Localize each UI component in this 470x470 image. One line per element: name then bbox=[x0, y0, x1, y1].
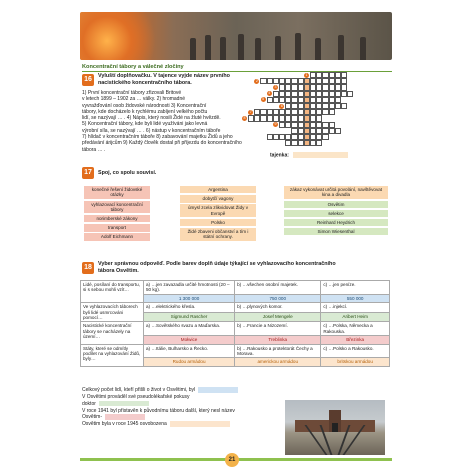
match-item[interactable]: Polsko bbox=[180, 219, 256, 226]
match-item[interactable]: selekce bbox=[284, 210, 388, 217]
clue-line: lidí, se nazývají … . 4) Nápis, který nosili Židé na žluté hvězdě. bbox=[82, 115, 221, 122]
answer-option-a[interactable]: a) …Sovětského svazu a Maďarska. bbox=[144, 322, 235, 336]
question-row bbox=[81, 281, 390, 295]
clue-line: 5) Koncentrační tábory, kde byli lidé využíváni jako levná bbox=[82, 121, 208, 128]
workbook-page bbox=[70, 10, 400, 465]
fact-cell: Rudou armádou bbox=[144, 358, 235, 366]
answer-option-a[interactable]: a) …elektrického křesla. bbox=[144, 303, 235, 313]
crossword-cell[interactable] bbox=[335, 128, 341, 134]
crossword-number: 5 bbox=[262, 97, 265, 102]
fill-answer-box[interactable] bbox=[170, 421, 230, 427]
fill-sentence bbox=[82, 387, 282, 394]
fact-cell: 1 300 000 bbox=[144, 294, 235, 302]
fact-cell: 550 000 bbox=[321, 294, 390, 302]
clue-line: vyvražďování osob židovské národnosti 3) Koncentrační bbox=[82, 102, 207, 109]
question-row bbox=[81, 303, 390, 313]
figure bbox=[205, 35, 211, 60]
auschwitz-gate-photo bbox=[285, 400, 385, 455]
question-cell: Ve vyhlazovacích táborech byli lidé usmrcováni pomocí… bbox=[81, 303, 144, 322]
clue-line: 7) hlídač v koncentračním táboře 8) zabavování majetku Židů a jeho bbox=[82, 134, 233, 141]
match-item[interactable]: Židé zbaveni občanství a tím i státní ochrany. bbox=[180, 228, 256, 241]
fact-cell: Treblinka bbox=[235, 336, 321, 344]
clue-line: 1) První koncentrační tábory zřizovali Britové bbox=[82, 90, 182, 96]
fill-sentence bbox=[82, 421, 282, 428]
crossword-cell[interactable] bbox=[322, 134, 328, 140]
match-item[interactable]: Adolf Eichmann bbox=[84, 233, 150, 240]
question-cell: Lidé, posílaní do transportu, si s sebou mohli vzít… bbox=[81, 281, 144, 303]
fact-cell: Sigmund Rascher bbox=[144, 312, 235, 322]
clue-line: v letech 1899 – 1902 za … války. 2) hromadné bbox=[82, 96, 186, 103]
crossword-cell[interactable] bbox=[316, 140, 322, 146]
question-cell: Nacistické koncentrační tábory se nacházely na území… bbox=[81, 322, 144, 344]
crossword-cell[interactable] bbox=[347, 91, 353, 97]
answer-option-a[interactable]: a) …jen zavazadla určité hmotnosti (20 – 50 kg). bbox=[144, 281, 235, 295]
fire-smoke bbox=[80, 12, 170, 60]
fill-sentence-text: V roce 1941 byl přistavěn k původnímu táboru další, který nesl název bbox=[82, 407, 235, 414]
fact-cell: Mołwice bbox=[144, 336, 235, 344]
crossword-number: 2 bbox=[255, 78, 258, 83]
answer-option-c[interactable]: c) …injekcí. bbox=[321, 303, 390, 313]
exercise-number-18: 18 bbox=[82, 262, 94, 274]
figure bbox=[255, 38, 261, 60]
match-item[interactable]: vyhlazovací koncentrační tábory bbox=[84, 201, 150, 214]
exercise-number-17: 17 bbox=[82, 167, 94, 179]
answer-option-c[interactable]: c) …Polsko a Rakousko. bbox=[321, 344, 390, 358]
crossword-number: 3 bbox=[274, 85, 277, 89]
exercise-18-table bbox=[80, 280, 390, 367]
exercise-16-title: Vyluští doplňovačku. V tajence vyjde název prvního nacistického koncentračního tábora. bbox=[98, 73, 230, 86]
figure bbox=[295, 33, 301, 60]
figure bbox=[315, 38, 321, 60]
clue-line: předávání árijcům 9) Každý člověk dostal při příjezdu do koncentračního bbox=[82, 140, 242, 147]
match-column-1 bbox=[84, 186, 150, 242]
clue-line: tábora … . bbox=[82, 146, 106, 153]
match-item[interactable]: zákaz vykonávat určitá povolání, navštěvovat kina a divadla bbox=[284, 186, 388, 199]
fact-cell: Aribert Heim bbox=[321, 312, 390, 322]
question-cell: Státy, které se odmítly podílet na vyhlazování Židů, byly… bbox=[81, 344, 144, 366]
figure bbox=[220, 37, 226, 60]
fill-sentence bbox=[82, 394, 282, 401]
fact-cell: americkou armádou bbox=[235, 358, 321, 366]
crossword-number: 4 bbox=[268, 91, 271, 96]
fact-cell: Březinka bbox=[321, 336, 390, 344]
fill-answer-box[interactable] bbox=[198, 387, 238, 393]
section-title: Koncentrační tábory a válečné zločiny bbox=[82, 64, 392, 72]
hero-photo bbox=[80, 12, 392, 60]
figure bbox=[338, 35, 344, 60]
match-column-3 bbox=[284, 186, 388, 237]
answer-option-b[interactable]: b) …všechen osobní majetek. bbox=[235, 281, 321, 295]
match-item[interactable]: Reinhard Heydrich bbox=[284, 219, 388, 226]
crossword-number: 1 bbox=[305, 72, 308, 77]
fill-answer-box[interactable] bbox=[105, 414, 145, 420]
fill-answer-box[interactable] bbox=[99, 401, 149, 407]
answer-option-a[interactable]: a) …Itálie, Bulharsko a Řecko. bbox=[144, 344, 235, 358]
clue-line: tábory, kde docházelo k rychlému zabíjení velkého počtu bbox=[82, 108, 208, 115]
match-column-2 bbox=[180, 186, 256, 242]
answer-option-b[interactable]: b) …Rakousko a protektorát Čechy a Morava. bbox=[235, 344, 321, 358]
tajenka-answer-box[interactable] bbox=[293, 152, 348, 158]
answer-option-c[interactable]: c) …jen peníze. bbox=[321, 281, 390, 295]
answer-option-c[interactable]: c) …Polska, Německa a Rakouska. bbox=[321, 322, 390, 336]
question-row bbox=[81, 322, 390, 336]
question-row bbox=[81, 344, 390, 358]
figure bbox=[275, 36, 281, 60]
crossword-number: 8 bbox=[243, 116, 246, 120]
exercise-number-16: 16 bbox=[82, 74, 94, 86]
fill-sentence-text: Osvětim byla v roce 1945 osvobozena bbox=[82, 421, 167, 428]
exercise-17-title: Spoj, co spolu souvisí. bbox=[98, 170, 157, 176]
tajenka-label: tajenka: bbox=[270, 152, 289, 159]
exercise-18-title: Vyber správnou odpověď. Podle barev doplň údaje týkající se vyhlazovacího koncentračního tábora Osvětim. bbox=[98, 261, 336, 274]
page-number: 21 bbox=[225, 453, 239, 467]
crossword-cell[interactable] bbox=[329, 109, 335, 115]
match-item[interactable]: Argentina bbox=[180, 186, 256, 193]
fill-sentence bbox=[82, 401, 282, 408]
answer-option-b[interactable]: b) …Francie a Nizozemí. bbox=[235, 322, 321, 336]
fill-sentence-text: Osvětim- bbox=[82, 414, 102, 421]
gate-arch bbox=[332, 423, 338, 432]
crossword-number: 9 bbox=[274, 122, 277, 127]
answer-option-b[interactable]: b) …plynových komor. bbox=[235, 303, 321, 313]
fill-sentence bbox=[82, 408, 282, 415]
match-item[interactable]: norimberské zákony bbox=[84, 215, 150, 222]
figure bbox=[360, 37, 366, 60]
fill-sentence bbox=[82, 414, 282, 421]
fill-sentence-text: Celkový počet lidí, kteří přišli o život v Osvětimi, byl bbox=[82, 387, 196, 394]
fact-cell: Josef Mengele bbox=[235, 312, 321, 322]
figure bbox=[190, 38, 196, 60]
crossword-number: 6 bbox=[280, 103, 283, 108]
fill-sentence-text: doktor bbox=[82, 400, 96, 407]
match-item[interactable]: dobytčí vagony bbox=[180, 195, 256, 202]
match-item[interactable]: Osvětim bbox=[284, 201, 388, 208]
crossword-cell[interactable] bbox=[341, 103, 347, 109]
fill-in-sentences bbox=[82, 387, 282, 428]
match-item[interactable]: úmysl zcela zlikvidovat Židy v Evropě bbox=[180, 204, 256, 217]
match-item[interactable]: Simon Wiesenthal bbox=[284, 228, 388, 235]
fill-sentence-text: V Osvětimi prováděl své pseudolékařské pokusy bbox=[82, 393, 190, 400]
tajenka-row bbox=[270, 152, 348, 158]
fact-cell: 750 000 bbox=[235, 294, 321, 302]
fact-cell: britskou armádou bbox=[321, 358, 390, 366]
match-item[interactable]: transport bbox=[84, 224, 150, 231]
clue-line: výrobní síla, se nazývají … . 6) nástup v koncentračním táboře bbox=[82, 127, 221, 134]
match-item[interactable]: konečné řešení židovské otázky bbox=[84, 186, 150, 199]
crossword-number: 7 bbox=[249, 109, 252, 114]
figure bbox=[238, 34, 244, 60]
